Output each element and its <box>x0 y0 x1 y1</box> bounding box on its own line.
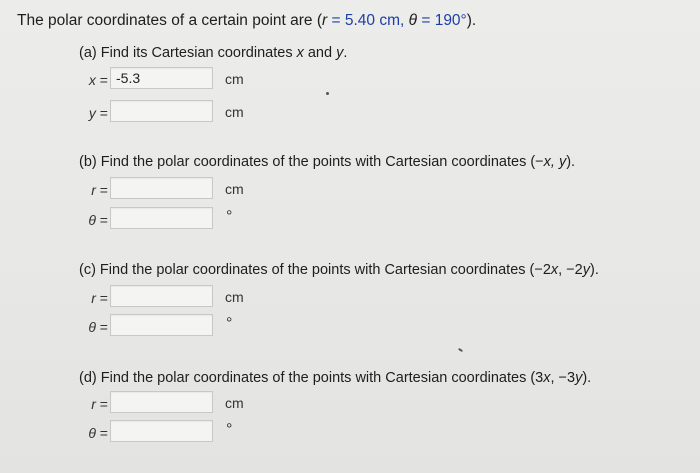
b-r-unit: cm <box>225 181 244 197</box>
c-theta-var: θ <box>88 319 96 335</box>
d-r-unit: cm <box>225 395 244 411</box>
c-r-label <box>91 290 108 306</box>
y-answer-input[interactable] <box>110 100 213 122</box>
b-theta-degree-unit: ° <box>226 208 233 225</box>
part-a-heading-var-y: y <box>336 45 344 61</box>
part-d-heading-mid: , −3 <box>550 370 576 386</box>
d-r-equals: = <box>95 396 108 412</box>
part-d-heading-end: ). <box>582 370 592 386</box>
d-theta-degree-unit: ° <box>226 421 233 438</box>
part-d-heading-x: x <box>543 370 551 386</box>
problem-prefix: The polar coordinates of a certain point are ( <box>17 12 323 29</box>
part-d-heading-y: y <box>575 370 583 386</box>
c-r-unit: cm <box>225 289 244 305</box>
part-b-heading <box>79 154 575 170</box>
part-c-heading-y: y <box>582 262 590 278</box>
y-equals: = <box>95 105 108 121</box>
problem-r-value: = 5.40 cm, <box>327 12 409 29</box>
cursor-mark <box>458 348 463 353</box>
c-theta-label <box>88 319 108 335</box>
x-answer-input[interactable] <box>110 67 213 89</box>
part-b-heading-text: (b) Find the polar coordinates of the points with Cartesian coordinates (− <box>79 154 544 170</box>
problem-r-var: r <box>322 12 328 29</box>
x-label <box>89 72 108 88</box>
part-c-heading <box>79 262 599 278</box>
problem-suffix: ). <box>466 12 477 29</box>
problem-theta-value: = 190° <box>417 12 467 29</box>
x-unit: cm <box>225 71 244 87</box>
part-a-heading-text: (a) Find its Cartesian coordinates <box>79 45 297 61</box>
x-var: x <box>88 72 96 88</box>
part-b-heading-coords: x, y <box>543 154 567 170</box>
b-theta-answer-input[interactable] <box>110 207 213 229</box>
b-theta-label <box>88 212 108 228</box>
part-a-heading-var-x: x <box>296 45 304 61</box>
c-r-var: r <box>91 290 96 306</box>
c-theta-answer-input[interactable] <box>110 314 213 336</box>
d-r-answer-input[interactable] <box>110 391 213 413</box>
part-a-heading <box>79 45 347 61</box>
d-theta-var: θ <box>88 425 96 441</box>
b-r-answer-input[interactable] <box>110 177 213 199</box>
d-r-label <box>91 396 108 412</box>
b-theta-var: θ <box>88 212 96 228</box>
y-label <box>89 105 108 121</box>
d-theta-equals: = <box>95 425 108 441</box>
problem-theta-var: θ <box>408 12 418 29</box>
d-theta-answer-input[interactable] <box>110 420 213 442</box>
c-r-answer-input[interactable] <box>110 285 213 307</box>
problem-statement <box>17 12 476 30</box>
c-r-equals: = <box>95 290 108 306</box>
b-r-equals: = <box>95 182 108 198</box>
d-theta-label <box>88 425 108 441</box>
d-r-var: r <box>91 396 96 412</box>
part-c-heading-text: (c) Find the polar coordinates of the points with Cartesian coordinates (−2 <box>79 262 551 278</box>
c-theta-equals: = <box>95 319 108 335</box>
part-c-heading-mid: , −2 <box>558 262 583 278</box>
y-var: y <box>88 105 96 121</box>
part-c-heading-x: x <box>550 262 559 278</box>
b-r-var: r <box>91 182 96 198</box>
part-a-heading-and: and <box>303 45 337 61</box>
part-d-heading-text: (d) Find the polar coordinates of the points with Cartesian coordinates (3 <box>79 370 544 386</box>
x-equals: = <box>95 72 108 88</box>
part-c-heading-end: ). <box>590 262 599 278</box>
part-b-heading-end: ). <box>566 154 576 170</box>
b-r-label <box>91 182 108 198</box>
dust-speck <box>326 92 329 95</box>
y-unit: cm <box>225 104 244 120</box>
c-theta-degree-unit: ° <box>226 315 233 332</box>
part-d-heading <box>79 370 591 386</box>
b-theta-equals: = <box>95 212 108 228</box>
part-a-heading-end: . <box>343 45 348 61</box>
